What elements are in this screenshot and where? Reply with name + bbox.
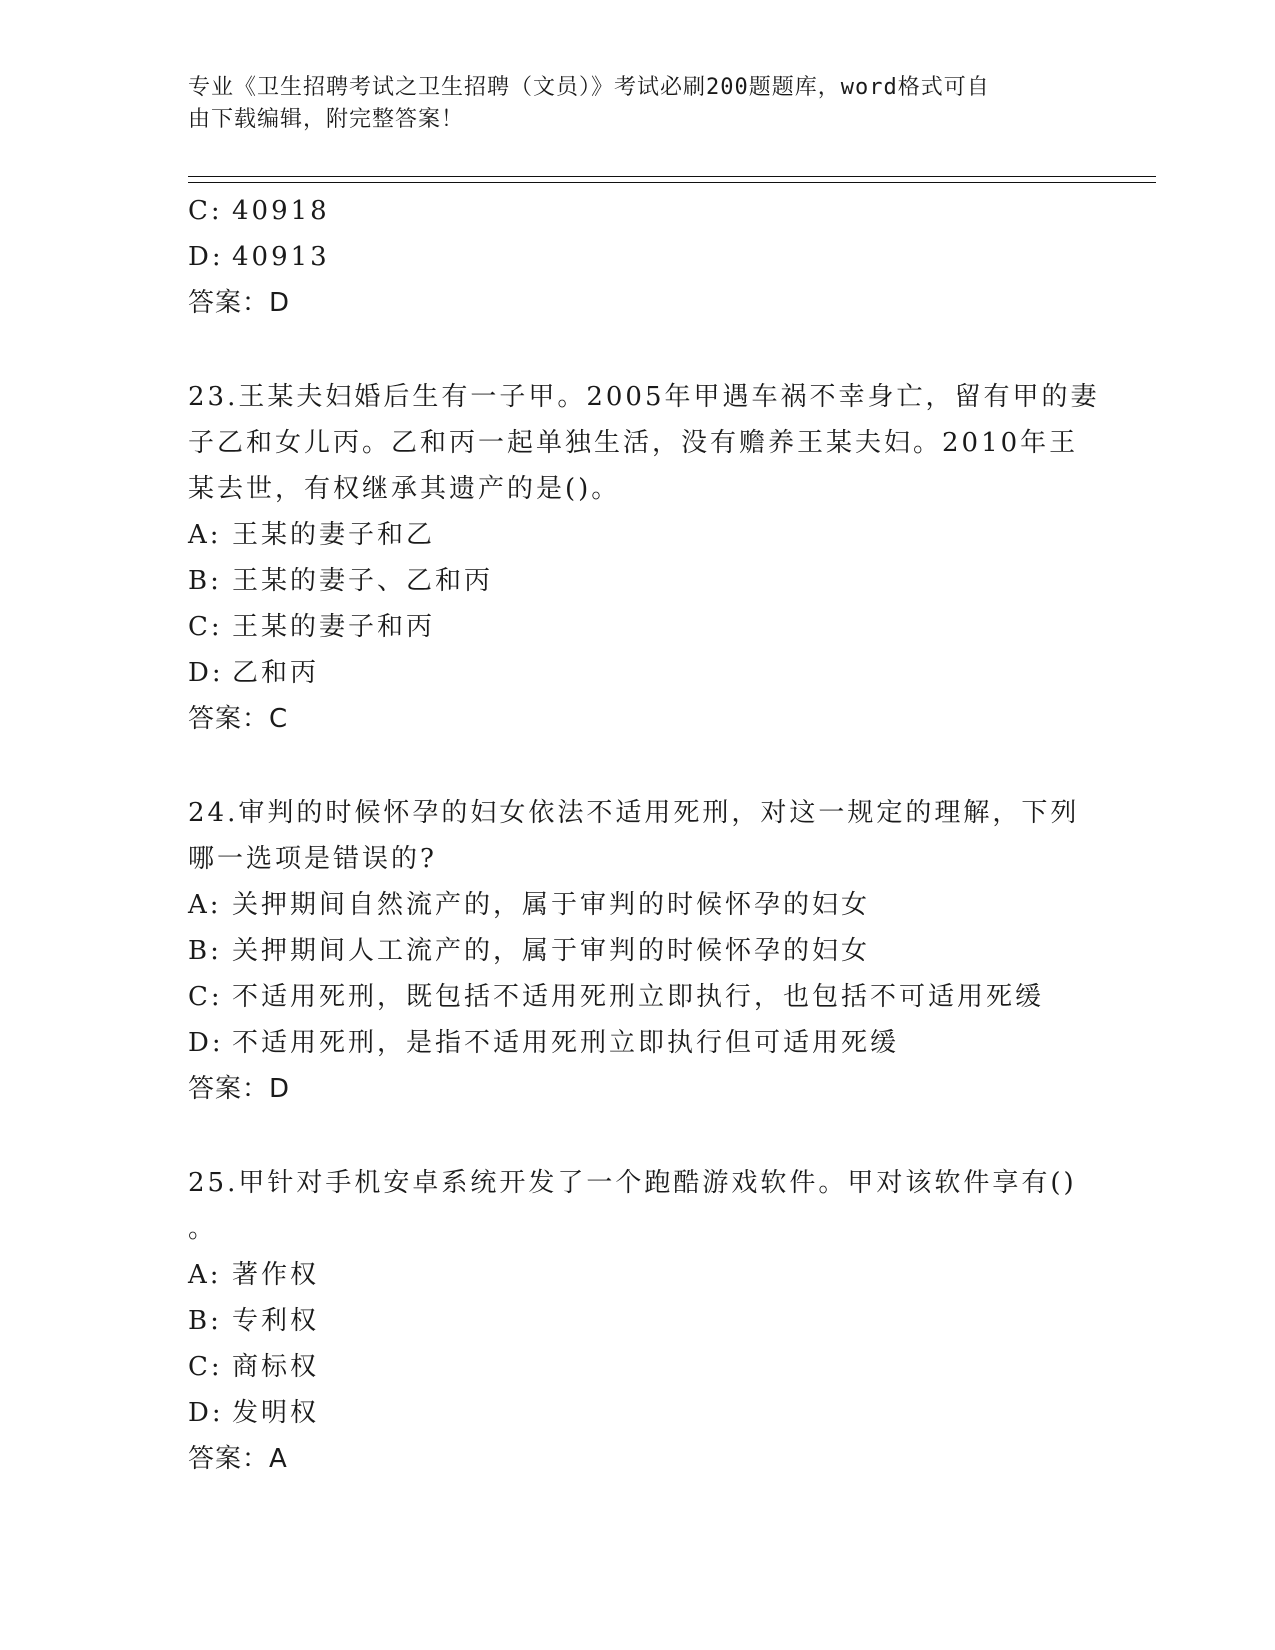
option-text: 不适用死刑，既包括不适用死刑立即执行，也包括不可适用死缓	[232, 982, 1045, 1012]
option-text: 40913	[232, 242, 330, 272]
option-line	[188, 650, 1088, 696]
option-line	[188, 1252, 1088, 1298]
option-key: D:	[188, 1398, 224, 1428]
option-key: D:	[188, 658, 224, 688]
question-stem	[188, 1160, 1088, 1252]
option-line	[188, 1298, 1088, 1344]
option-text: 商标权	[232, 1352, 320, 1382]
option-text: 王某的妻子、乙和丙	[232, 566, 494, 596]
stem-line: 某去世，有权继承其遗产的是()。	[188, 474, 621, 504]
page-header	[188, 72, 1068, 136]
option-text: 著作权	[232, 1260, 320, 1290]
header-divider-top	[188, 176, 1156, 177]
option-text: 王某的妻子和乙	[232, 520, 436, 550]
option-key: B:	[188, 566, 222, 596]
option-line	[188, 558, 1088, 604]
question-25	[188, 1160, 1088, 1482]
stem-line: 。	[188, 1214, 218, 1244]
stem-line: 哪一选项是错误的?	[188, 844, 437, 874]
option-key: A:	[188, 890, 222, 920]
stem-line: 25.甲针对手机安卓系统开发了一个跑酷游戏软件。甲对该软件享有()	[188, 1168, 1077, 1198]
option-line	[188, 928, 1088, 974]
option-key: C:	[188, 196, 223, 226]
stem-line: 子乙和女儿丙。乙和丙一起单独生活，没有赡养王某夫妇。2010年王	[188, 428, 1079, 458]
option-text: 关押期间人工流产的，属于审判的时候怀孕的妇女	[232, 936, 871, 966]
stem-line: 24.审判的时候怀孕的妇女依法不适用死刑，对这一规定的理解，下列	[188, 798, 1080, 828]
option-key: A:	[188, 520, 222, 550]
question-stem	[188, 790, 1088, 882]
stem-line: 23.王某夫妇婚后生有一子甲。2005年甲遇车祸不幸身亡，留有甲的妻	[188, 382, 1100, 412]
option-text: 40918	[232, 196, 330, 226]
option-key: C:	[188, 612, 223, 642]
option-key: A:	[188, 1260, 222, 1290]
question-content	[188, 188, 1100, 1482]
option-key: B:	[188, 1306, 222, 1336]
option-line	[188, 974, 1088, 1020]
answer-line: 答案：D	[188, 1074, 291, 1104]
header-divider-bottom	[188, 182, 1156, 183]
option-key: C:	[188, 982, 223, 1012]
partial-question	[188, 188, 1088, 326]
option-text: 关押期间自然流产的，属于审判的时候怀孕的妇女	[232, 890, 871, 920]
option-key: D:	[188, 242, 224, 272]
answer-line: 答案：C	[188, 704, 289, 734]
answer-line: 答案：A	[188, 1444, 288, 1474]
option-line	[188, 234, 1088, 280]
option-text: 王某的妻子和丙	[232, 612, 436, 642]
option-line	[188, 604, 1088, 650]
option-line	[188, 882, 1088, 928]
question-24	[188, 790, 1088, 1112]
question-23	[188, 374, 1100, 742]
option-line	[188, 512, 1088, 558]
option-line	[188, 1020, 1088, 1066]
question-stem	[188, 374, 1100, 512]
option-line	[188, 1390, 1088, 1436]
option-text: 发明权	[232, 1398, 320, 1428]
option-text: 乙和丙	[232, 658, 320, 688]
header-line-2: 由下载编辑，附完整答案！	[188, 107, 465, 132]
option-key: B:	[188, 936, 222, 966]
answer-line: 答案：D	[188, 288, 291, 318]
option-line	[188, 1344, 1088, 1390]
header-line-1: 专业《卫生招聘考试之卫生招聘（文员）》考试必刷200题题库，word格式可自	[188, 75, 990, 100]
option-key: D:	[188, 1028, 224, 1058]
option-text: 不适用死刑，是指不适用死刑立即执行但可适用死缓	[232, 1028, 900, 1058]
option-text: 专利权	[232, 1306, 320, 1336]
option-key: C:	[188, 1352, 223, 1382]
option-line	[188, 188, 1088, 234]
